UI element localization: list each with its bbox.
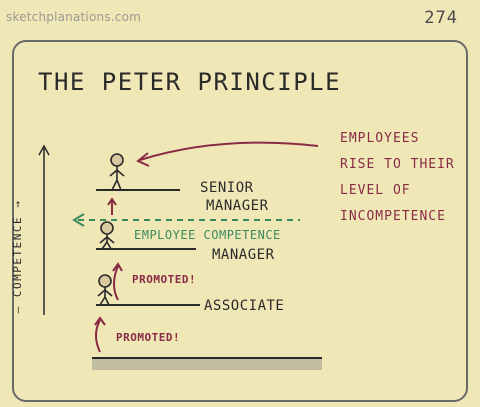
callout-line-4: INCOMPETENCE: [340, 209, 446, 224]
ground-shadow: [92, 358, 322, 370]
figure-senior: [110, 154, 124, 190]
promoted-label-lower: PROMOTED!: [116, 331, 181, 344]
level-senior-line2: MANAGER: [206, 198, 269, 214]
site-url: sketchplanations.com: [6, 10, 142, 24]
level-manager: MANAGER: [212, 247, 275, 263]
promotion-arrow-lower: [96, 320, 100, 352]
promotion-arrow-upper: [114, 266, 118, 300]
figure-manager: [100, 222, 114, 249]
promoted-label-upper: PROMOTED!: [132, 273, 197, 286]
callout-arrow: [140, 143, 318, 160]
figure-associate: [98, 275, 112, 305]
axis-label: — COMPETENCE →: [11, 199, 24, 314]
level-senior-line1: SENIOR: [200, 180, 254, 196]
callout-line-1: EMPLOYEES: [340, 131, 420, 146]
level-associate: ASSOCIATE: [204, 298, 285, 314]
callout-line-2: RISE TO THEIR: [340, 157, 455, 172]
callout-line-3: LEVEL OF: [340, 183, 411, 198]
competence-line-label: EMPLOYEE COMPETENCE: [134, 228, 281, 242]
page-title: THE PETER PRINCIPLE: [38, 68, 342, 96]
sketch-number: 274: [424, 8, 458, 28]
